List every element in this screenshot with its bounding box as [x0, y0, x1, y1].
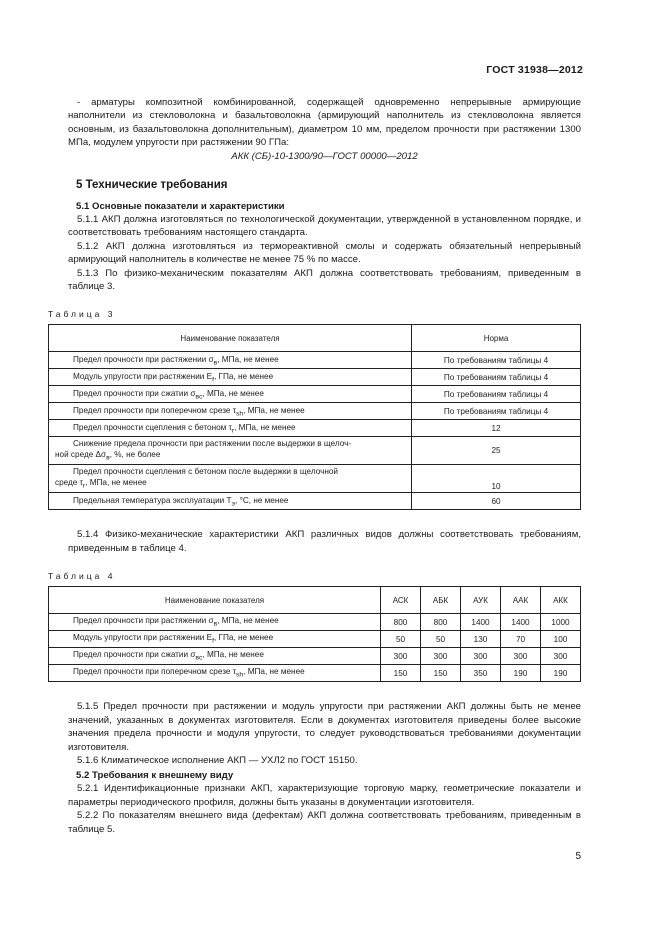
table-3-header-name: Наименование показателя [49, 325, 412, 352]
table-4-header-name: Наименование показателя [49, 587, 381, 614]
table-row [49, 420, 581, 437]
table-3-caption: Таблица 3 [48, 309, 116, 320]
table-4-cell: 300 [501, 648, 541, 665]
table-row [49, 665, 581, 682]
table-4-cell: 150 [381, 665, 421, 682]
table-3-row-3-name: Предел прочности при сжатии $\sigma_{вс}$, МПа, не менее [49, 386, 412, 403]
table-3-row-1-name: Предел прочности при растяжении $\sigma_в$, МПа, не менее [49, 352, 412, 369]
table-row [49, 648, 581, 665]
table-3 [48, 324, 581, 510]
table-4-header-abk: АБК [421, 587, 461, 614]
table-3-row-8-name: Предельная температура эксплуатации $T_э$, °С, не менее [49, 493, 412, 510]
clause-5-2-1: 5.2.1 Идентификационные признаки АКП, характеризующие торговую марку, геометрические показатели и параметры периодического профиля, должны быть указаны в документации изготовителя. [68, 783, 581, 808]
table-4-header-aak: ААК [501, 587, 541, 614]
table-4-cell: 190 [541, 665, 581, 682]
table-4-caption: Таблица 4 [48, 571, 116, 582]
clause-5-2-2: 5.2.2 По показателям внешнего вида (дефектам) АКП должна соответствовать требованиям, приведенным в таблице 5. [68, 810, 581, 835]
table-3-row-7-name: Предел прочности сцепления с бетоном после выдержки в щелочной среде $\tau_r$, МПа, не менее [49, 465, 412, 493]
table-4-cell: 150 [421, 665, 461, 682]
table-4-row-2-name: Модуль упругости при растяжении $E_f$, ГПа, не менее [49, 631, 381, 648]
table-4-cell: 300 [461, 648, 501, 665]
table-4-cell: 50 [381, 631, 421, 648]
table-4-cell: 190 [501, 665, 541, 682]
clause-5-1-2: 5.1.2 АКП должна изготовляться из термореактивной смолы и содержать обязательный непрерывный армирующий наполнитель в количестве не менее 75 % по массе. [68, 240, 581, 266]
table-row [49, 352, 581, 369]
table-4-row-1-name: Предел прочности при растяжении $\sigma_в$, МПа, не менее [49, 614, 381, 631]
table-3-row-4-name: Предел прочности при поперечном срезе $\tau_{sh}$, МПа, не менее [49, 403, 412, 420]
table-4-cell: 1000 [541, 614, 581, 631]
table-3-row-3-value: По требованиям таблицы 4 [412, 386, 581, 403]
table-4-cell: 100 [541, 631, 581, 648]
table-3-row-7-value: 10 [412, 465, 581, 493]
table-4-header-auk: АУК [461, 587, 501, 614]
table-4-cell: 350 [461, 665, 501, 682]
table-3-row-8-value: 60 [412, 493, 581, 510]
clause-5-1-5: 5.1.5 Предел прочности при растяжении и модуль упругости при растяжении АКП должны быть не менее значений, указанных в документах изготовителя. Если в документах изготовителя приведены более высокие значения предела прочности и модуля упругости, то следует руководствоваться требованиями документации изготовителя. [68, 701, 581, 753]
section-5-1-heading: 5.1 Основные показатели и характеристики [76, 201, 285, 213]
table-row [49, 465, 581, 493]
clause-5-1-3: 5.1.3 По физико-механическим показателям АКП должна соответствовать требованиям, приведенным в таблице 3. [68, 267, 581, 293]
table-row [49, 614, 581, 631]
table-row [49, 386, 581, 403]
table-4-cell: 1400 [461, 614, 501, 631]
table-3-row-2-name: Модуль упругости при растяжении $E_f$, ГПа, не менее [49, 369, 412, 386]
table-row [49, 493, 581, 510]
table-4-header-akk: АКК [541, 587, 581, 614]
table-4-cell: 800 [381, 614, 421, 631]
table-4-cell: 50 [421, 631, 461, 648]
table-3-row-6-name: Снижение предела прочности при растяжении после выдержки в щелоч- ной среде $\Delta\sigma_в$, %, не более [49, 437, 412, 465]
table-row [49, 631, 581, 648]
table-row [49, 369, 581, 386]
section-5-heading: 5 Технические требования [76, 179, 228, 192]
table-4-cell: 1400 [501, 614, 541, 631]
table-4-row-4-name: Предел прочности при поперечном срезе $\tau_{sh}$, МПа, не менее [49, 665, 381, 682]
table-row [49, 437, 581, 465]
intro-paragraph: - арматуры композитной комбинированной, содержащей одновременно непрерывные армирующие наполнители из стекловолокна и базальтоволокна (армирующий наполнитель из стекловолокна является основным, из базальтоволокна дополнительным), диаметром 10 мм, пределом прочности при растяжении 1300 МПа, модулем упругости при растяжении 90 ГПа: [68, 97, 581, 149]
table-3-row-6-value: 25 [412, 437, 581, 465]
section-5-2-heading: 5.2 Требования к внешнему виду [76, 770, 234, 782]
table-3-row-4-value: По требованиям таблицы 4 [412, 403, 581, 420]
table-4 [48, 586, 581, 682]
table-4-cell: 300 [421, 648, 461, 665]
table-4-cell: 300 [381, 648, 421, 665]
document-header: ГОСТ 31938—2012 [486, 64, 583, 76]
page-number: 5 [575, 851, 581, 862]
clause-5-1-4: 5.1.4 Физико-механические характеристики АКП различных видов должны соответствовать требованиям, приведенным в таблице 4. [68, 529, 581, 554]
table-4-cell: 130 [461, 631, 501, 648]
table-3-row-5-value: 12 [412, 420, 581, 437]
clause-5-1-6: 5.1.6 Климатическое исполнение АКП — УХЛ2 по ГОСТ 15150. [77, 754, 358, 766]
table-4-header-ask: АСК [381, 587, 421, 614]
table-3-header-norm: Норма [412, 325, 581, 352]
table-3-row-2-value: По требованиям таблицы 4 [412, 369, 581, 386]
designation-example: АКК (СБ)-10-1300/90—ГОСТ 00000—2012 [231, 150, 418, 162]
table-4-cell: 800 [421, 614, 461, 631]
table-row [49, 403, 581, 420]
table-3-row-5-name: Предел прочности сцепления с бетоном $\tau_r$, МПа, не менее [49, 420, 412, 437]
page-body [48, 96, 581, 836]
clause-5-1-1: 5.1.1 АКП должна изготовляться по технологической документации, утвержденной в установленном порядке, и соответствовать требованиям настоящего стандарта. [68, 214, 581, 239]
table-4-cell: 300 [541, 648, 581, 665]
table-4-row-3-name: Предел прочности при сжатии $\sigma_{вс}$, МПа, не менее [49, 648, 381, 665]
table-4-cell: 70 [501, 631, 541, 648]
table-3-row-1-value: По требованиям таблицы 4 [412, 352, 581, 369]
